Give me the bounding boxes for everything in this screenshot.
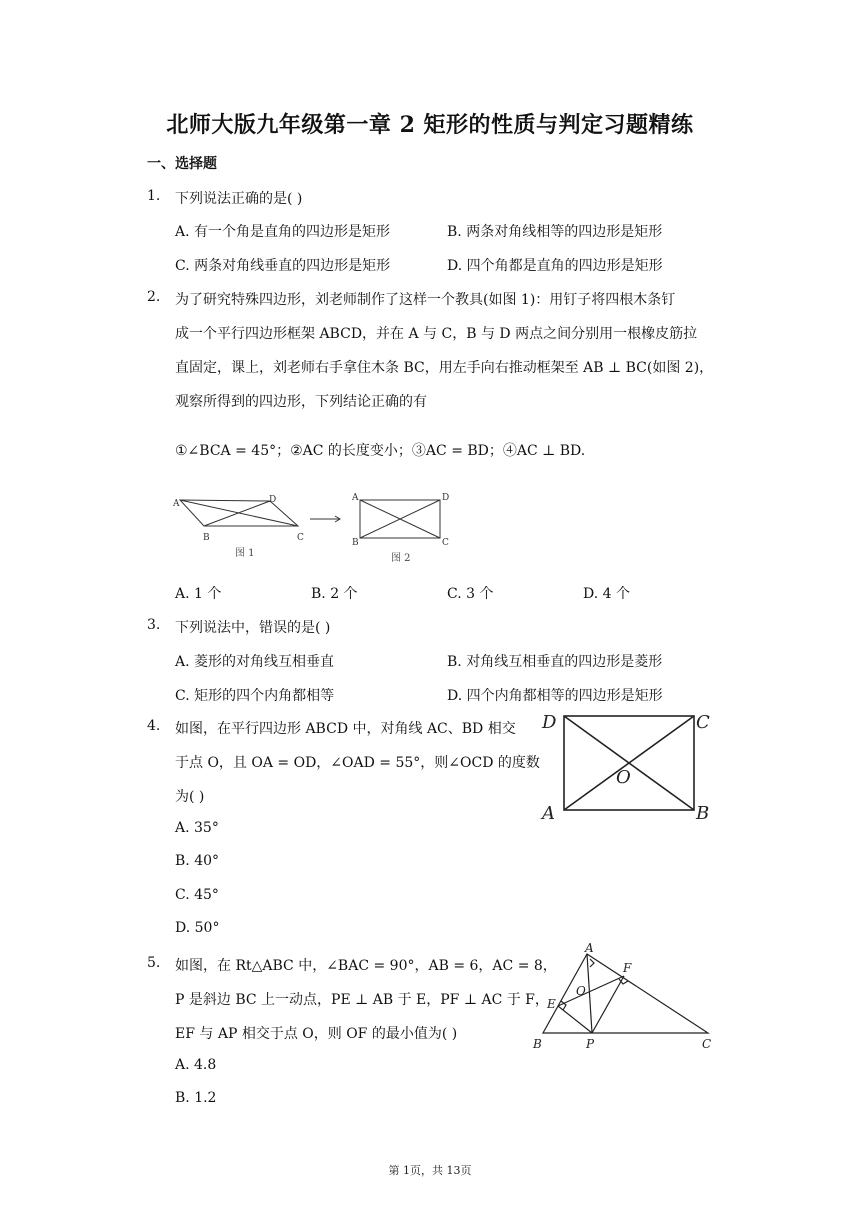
fig1-label-b: B [203, 533, 210, 543]
q4-line-2: 于点 O，且 OA = OD，∠OAD = 55°，则∠OCD 的度数 [175, 755, 540, 771]
figure-1 [180, 500, 298, 526]
q3-stem: 下列说法中，错误的是( ) [175, 620, 331, 636]
fig2-label-a: A [352, 493, 359, 503]
q1-stem: 下列说法正确的是( ) [175, 191, 303, 207]
q3-option-a: A. 菱形的对角线互相垂直 [175, 654, 335, 670]
q1-option-d: D. 四个角都是直角的四边形是矩形 [447, 258, 663, 274]
q5-line-1: 如图，在 Rt△ABC 中，∠BAC = 90°，AB = 6，AC = 8， [175, 958, 557, 974]
q4-option-c: C. 45° [175, 887, 219, 903]
q4-number: 4. [147, 718, 161, 734]
q5-label-e: E [547, 997, 556, 1011]
q3-option-c: C. 矩形的四个内角都相等 [175, 688, 335, 704]
q4-option-d: D. 50° [175, 920, 220, 936]
q5-line-2: P 是斜边 BC 上一动点，PE ⊥ AB 于 E，PF ⊥ AC 于 F， [175, 992, 549, 1008]
q4-label-o: O [616, 767, 631, 788]
q5-number: 5. [147, 955, 161, 971]
fig1-label-a: A [173, 499, 180, 509]
q5-option-b: B. 1.2 [175, 1090, 217, 1106]
q3-number: 3. [147, 617, 161, 633]
q4-label-a: A [542, 803, 555, 824]
q4-label-b: B [696, 803, 710, 824]
fig1-label-d: D [269, 495, 277, 505]
q5-option-a: A. 4.8 [175, 1057, 217, 1073]
q3-option-b: B. 对角线互相垂直的四边形是菱形 [447, 654, 663, 670]
q2-statements: ①∠BCA = 45°；②AC 的长度变小；③AC = BD；④AC ⊥ BD. [175, 443, 586, 459]
q5-label-c: C [702, 1037, 712, 1051]
q2-line-3: 直固定，课上，刘老师右手拿住木条 BC，用左手向右推动框架至 AB ⊥ BC(如图 2)， [175, 360, 714, 376]
q2-line-4: 观察所得到的四边形，下列结论正确的有 [175, 394, 427, 410]
q4-option-b: B. 40° [175, 853, 220, 869]
q2-option-c: C. 3 个 [447, 586, 494, 602]
q5-line-3: EF 与 AP 相交于点 O，则 OF 的最小值为( ) [175, 1026, 458, 1042]
q3-option-d: D. 四个内角都相等的四边形是矩形 [447, 688, 663, 704]
page-footer: 第 1页，共 13页 [388, 1164, 472, 1177]
fig2-label-d: D [442, 493, 450, 503]
q1-option-c: C. 两条对角线垂直的四边形是矩形 [175, 258, 391, 274]
q1-option-b: B. 两条对角线相等的四边形是矩形 [447, 224, 663, 240]
q2-figures [168, 488, 458, 568]
fig2-caption: 图 2 [391, 553, 411, 564]
fig1-label-c: C [297, 533, 304, 543]
fig2-label-b: B [352, 538, 359, 548]
q4-option-a: A. 35° [175, 820, 219, 836]
q5-label-f: F [623, 961, 632, 975]
q4-line-3: 为( ) [175, 789, 205, 805]
q2-line-1: 为了研究特殊四边形，刘老师制作了这样一个教具(如图 1)：用钉子将四根木条钉 [175, 292, 676, 308]
q4-figure [538, 706, 720, 826]
q5-label-a: A [585, 941, 594, 955]
arrow-icon [310, 516, 340, 522]
q4-label-c: C [696, 712, 710, 733]
q2-option-b: B. 2 个 [311, 586, 358, 602]
q2-number: 2. [147, 289, 161, 305]
q5-label-o: O [576, 984, 586, 998]
q4-line-1: 如图，在平行四边形 ABCD 中，对角线 AC、BD 相交 [175, 721, 516, 737]
page-title: 北师大版九年级第一章 2 矩形的性质与判定习题精练 [166, 112, 694, 138]
q2-option-d: D. 4 个 [583, 586, 630, 602]
q5-label-p: P [586, 1037, 595, 1051]
q5-label-b: B [533, 1037, 542, 1051]
figure-2 [360, 500, 440, 538]
q2-line-2: 成一个平行四边形框架 ABCD，并在 A 与 C，B 与 D 两点之间分别用一根橡皮筋拉 [175, 326, 698, 342]
fig2-label-c: C [442, 538, 449, 548]
fig1-caption: 图 1 [235, 548, 255, 559]
q2-option-a: A. 1 个 [175, 586, 222, 602]
q1-option-a: A. 有一个角是直角的四边形是矩形 [175, 224, 391, 240]
q1-number: 1. [147, 188, 161, 204]
q5-figure [528, 940, 720, 1055]
section-heading: 一、选择题 [147, 156, 217, 172]
q4-label-d: D [542, 712, 557, 733]
